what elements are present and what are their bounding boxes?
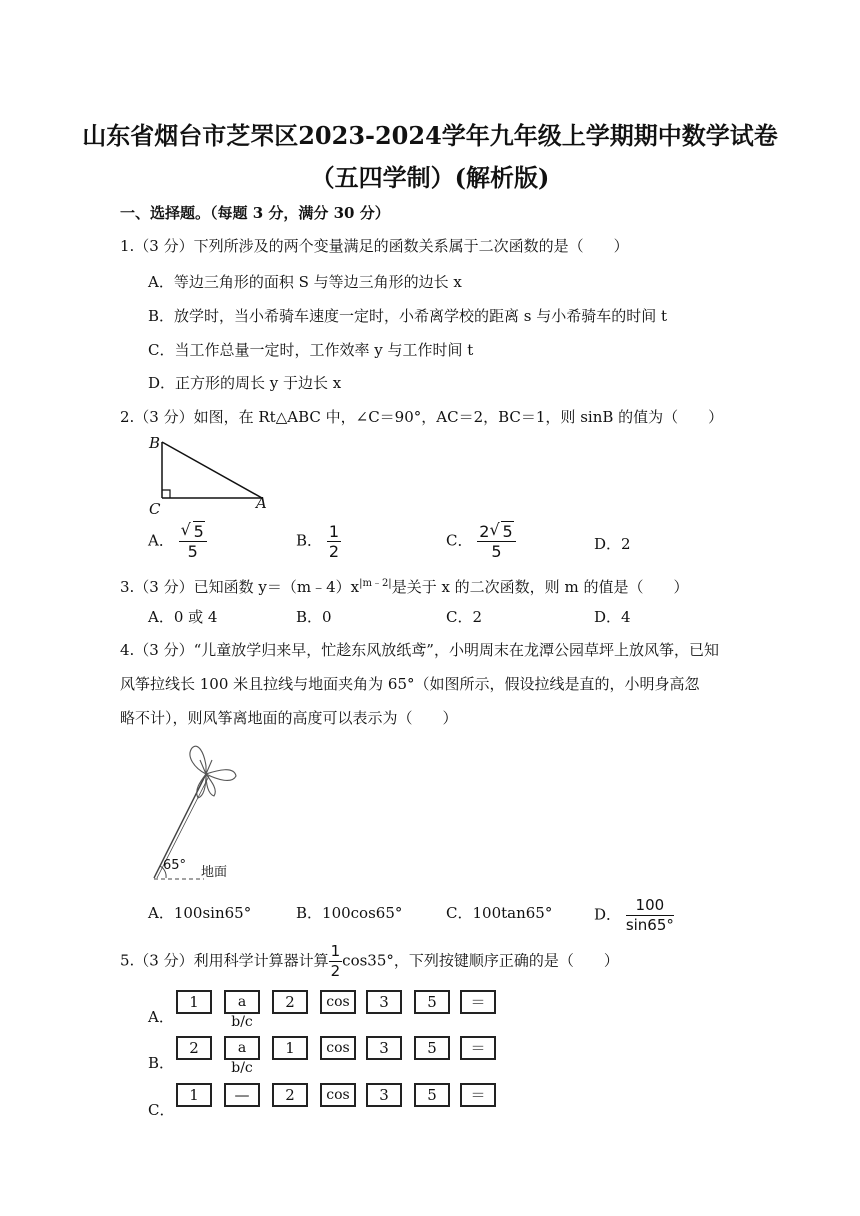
q1-option-a: A．等边三角形的面积 S 与等边三角形的边长 x xyxy=(148,273,462,291)
q3-option-b: B．0 xyxy=(296,608,332,626)
calculator-key: ＝ xyxy=(460,990,496,1014)
calculator-key: 5 xyxy=(414,990,450,1014)
calculator-key: cos xyxy=(320,1083,356,1107)
q3-stem: 3.（3 分）已知函数 $y=(m﹣4)x^{|m﹣2|}$是关于 x 的二次函数，则 m 的值是（ ） xyxy=(120,578,689,596)
q4-stem-line3: 略不计），则风筝离地面的高度可以表示为（ ） xyxy=(120,709,458,727)
calculator-key: 5 xyxy=(414,1083,450,1107)
vertex-c-label: C xyxy=(149,500,161,518)
calculator-key: cos xyxy=(320,1036,356,1060)
q2-option-b: B． $\frac{1}{2}$ xyxy=(296,522,339,561)
q3-option-a: A．0 或 4 xyxy=(148,608,218,626)
calculator-key: 1 xyxy=(176,990,212,1014)
q1-option-c: C．当工作总量一定时，工作效率 y 与工作时间 t xyxy=(148,341,474,359)
calculator-key: ＝ xyxy=(460,1036,496,1060)
q3-option-c: C．2 xyxy=(446,608,483,626)
page-title: 山东省烟台市芝罘区2023-2024学年九年级上学期期中数学试卷 xyxy=(82,121,778,150)
q4-option-a: A．100sin65° xyxy=(148,904,252,922)
q5-option-label: C． xyxy=(148,1101,175,1119)
calculator-key: 3 xyxy=(366,1083,402,1107)
q4-option-b: B．100cos65° xyxy=(296,904,403,922)
angle-label: 65° xyxy=(163,858,187,873)
calculator-key: 3 xyxy=(366,990,402,1014)
q4-stem-line2: 风筝拉线长 100 米且拉线与地面夹角为 65°（如图所示，假设拉线是直的，小明身高忽 xyxy=(120,675,700,693)
calculator-key: 5 xyxy=(414,1036,450,1060)
vertex-b-label: B xyxy=(149,434,161,452)
calculator-key: cos xyxy=(320,990,356,1014)
section-heading: 一、选择题。（每题 3 分，满分 30 分） xyxy=(120,204,390,222)
q4-stem-line1: 4.（3 分）“儿童放学归来早，忙趁东风放纸鸢”，小明周末在龙潭公园草坪上放风筝，已知 xyxy=(120,641,719,659)
calculator-key: ＝ xyxy=(460,1083,496,1107)
calculator-key: 2 xyxy=(176,1036,212,1060)
ground-label: 地面 xyxy=(201,865,228,880)
q4-option-c: C．100tan65° xyxy=(446,904,553,922)
q2-option-a: A． √ $\frac{5}{5}$ xyxy=(148,522,207,561)
q1-option-d: D．正方形的周长 y 于边长 x xyxy=(148,374,342,392)
page-subtitle: （五四学制）(解析版) xyxy=(310,163,550,192)
q1-option-b: B．放学时，当小希骑车速度一定时，小希离学校的距离 s 与小希骑车的时间 t xyxy=(148,307,668,325)
q5-stem: 5.（3 分）利用科学计算器计算 $\frac{1}{2}$ cos35°，下列按键顺序正确的是（ ） xyxy=(120,942,619,980)
calculator-key: 2 xyxy=(272,1083,308,1107)
calculator-key: 3 xyxy=(366,1036,402,1060)
vertex-a-label: A xyxy=(256,494,267,512)
q3-option-d: D．4 xyxy=(594,608,631,626)
calculator-key: 1 xyxy=(176,1083,212,1107)
kite-figure xyxy=(140,738,260,888)
q4-option-d: D． $\frac{100}{\sin 65^\circ}$ xyxy=(594,896,674,934)
q2-option-d: D．2 xyxy=(594,535,631,553)
calculator-key: 2 xyxy=(272,990,308,1014)
calculator-key: — xyxy=(224,1083,260,1107)
q5-option-label: A． xyxy=(148,1008,174,1026)
calculator-key: a b/c xyxy=(224,1036,260,1060)
q5-option-label: B． xyxy=(148,1054,175,1072)
q2-option-c: C． $\frac{2√ 5}{5}$ xyxy=(446,522,516,561)
q1-stem: 1.（3 分）下列所涉及的两个变量满足的函数关系属于二次函数的是（ ） xyxy=(120,237,629,255)
q2-stem: 2.（3 分）如图，在 Rt△ABC 中，∠C＝90°，AC＝2，BC＝1，则 sinB 的值为（ ） xyxy=(120,408,724,426)
calculator-key: 1 xyxy=(272,1036,308,1060)
calculator-key: a b/c xyxy=(224,990,260,1014)
